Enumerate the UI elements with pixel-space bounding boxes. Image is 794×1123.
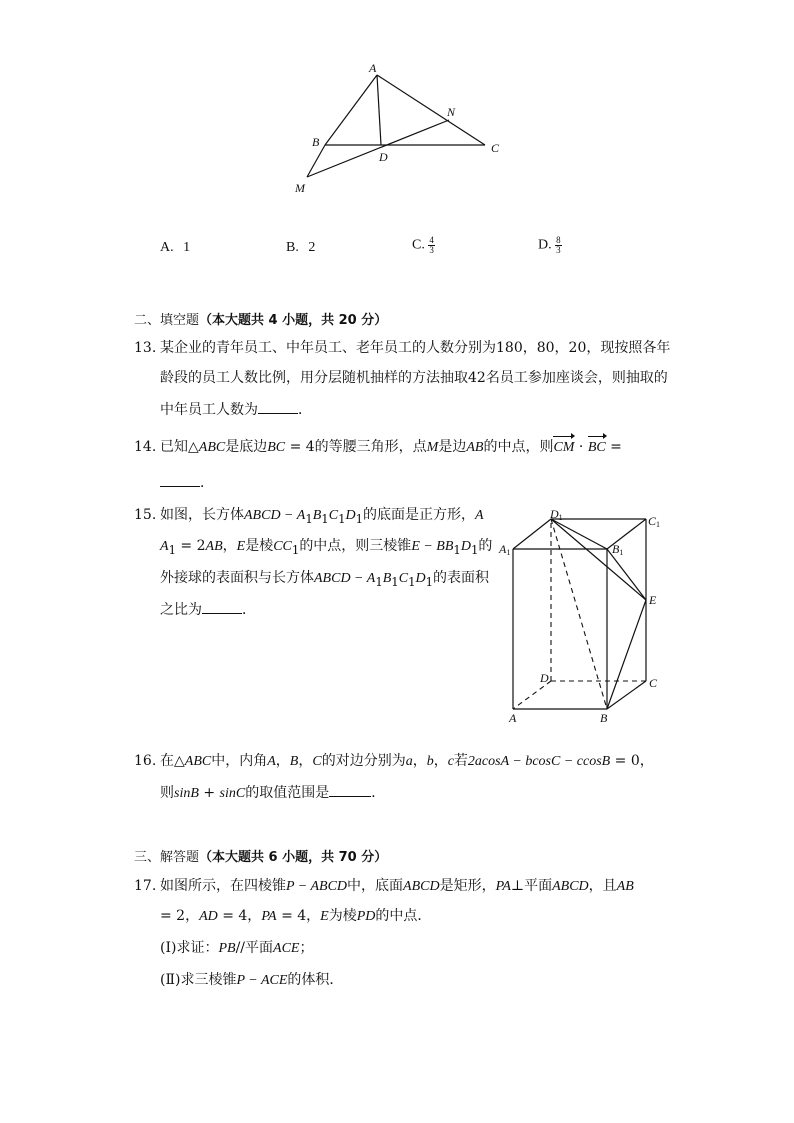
option-b[interactable] (286, 240, 315, 256)
q15-line-4: 之比为 ． (160, 599, 256, 620)
option-letter: B. (286, 240, 299, 255)
label-b: B (312, 135, 320, 149)
answer-blank[interactable] (160, 472, 200, 487)
label-a: A (509, 711, 517, 725)
label-a1: A1 (499, 542, 511, 557)
vector-cm: CM (553, 438, 574, 458)
q15-line-3: 外接球的表面积与长方体ABCD − $A_1B_1C_1D_1$的表面积 (160, 570, 490, 589)
label-d: D (540, 671, 549, 685)
option-letter: A. (160, 240, 174, 255)
answer-blank[interactable] (258, 399, 298, 414)
fraction: $\frac{8}{3}$ (556, 235, 561, 255)
section-heading: 三、解答题（本大题共 6 小题，共 70 分） (134, 850, 388, 865)
label-a: A (369, 61, 377, 75)
label-c1: C1 (648, 514, 661, 529)
label-b1: B1 (612, 542, 624, 557)
question-14: 14. (134, 439, 157, 455)
q13-line-1: 某企业的青年员工、中年员工、老年员工的人数分别为180，80，20，现按照各年 (160, 340, 671, 356)
option-a[interactable] (160, 240, 190, 256)
q16-line-2: 则sinB + sinC的取值范围是 ． (160, 782, 385, 804)
label-n: N (447, 105, 456, 119)
question-13: 13. (134, 340, 157, 356)
q13-line-2: 龄段的员工人数比例，用分层随机抽样的方法抽取42名员工参加座谈会，则抽取的 (160, 370, 668, 386)
q17-part-2: (Ⅱ)求三棱锥P − ACE的体积． (160, 972, 344, 988)
label-e: E (649, 593, 657, 607)
q17-part-1: (Ⅰ)求证：PB//平面ACE； (160, 940, 314, 956)
q15-line-2: $A_1 = 2AB$，E是棱$CC_1$的中点，则三棱锥$E - BB_1D_1$的 (160, 538, 493, 557)
q13-line-3: 中年员工人数为 ． (160, 399, 312, 420)
q16-line-1: 在△ABC中，内角A，B，C的对边分别为a，b，c若2acosA − bcosC − ccosB = 0， (160, 753, 654, 769)
option-value: 2 (308, 240, 316, 255)
question-15: 15. (134, 507, 157, 523)
answer-blank[interactable] (202, 599, 242, 614)
question-17: 17. (134, 878, 157, 894)
vector-bc: BC (588, 438, 606, 458)
label-b: B (600, 711, 608, 725)
q17-line-1: 如图所示，在四棱锥P − ABCD中，底面ABCD是矩形，PA⊥平面ABCD，且AB (160, 878, 634, 894)
label-c: C (491, 141, 500, 155)
fraction: $\frac{4}{3}$ (429, 235, 434, 255)
question-16: 16. (134, 753, 157, 769)
q14-line-1: 已知△ABC是底边BC = 4的等腰三角形，点M是边AB的中点，则CM · BC = (160, 437, 622, 458)
section-heading: 二、填空题（本大题共 4 小题，共 20 分） (134, 313, 388, 328)
q15-line-1: 如图，长方体ABCD − $A_1B_1C_1D_1$的底面是正方形，A (160, 507, 484, 526)
label-d1: D1 (550, 507, 563, 522)
q17-line-2: = 2，AD = 4，PA = 4，E为棱PD的中点． (160, 908, 432, 924)
option-c[interactable] (412, 236, 435, 255)
label-d: D (379, 150, 388, 164)
label-c: C (649, 676, 658, 690)
triangle-figure (285, 55, 515, 200)
q14-line-2: ． (160, 472, 214, 493)
option-d[interactable] (538, 236, 562, 255)
option-value: 1 (183, 240, 191, 255)
option-letter: C. (412, 237, 425, 253)
option-letter: D. (538, 237, 552, 253)
label-m: M (295, 181, 305, 195)
cuboid-figure (496, 503, 676, 725)
answer-blank[interactable] (329, 782, 371, 797)
